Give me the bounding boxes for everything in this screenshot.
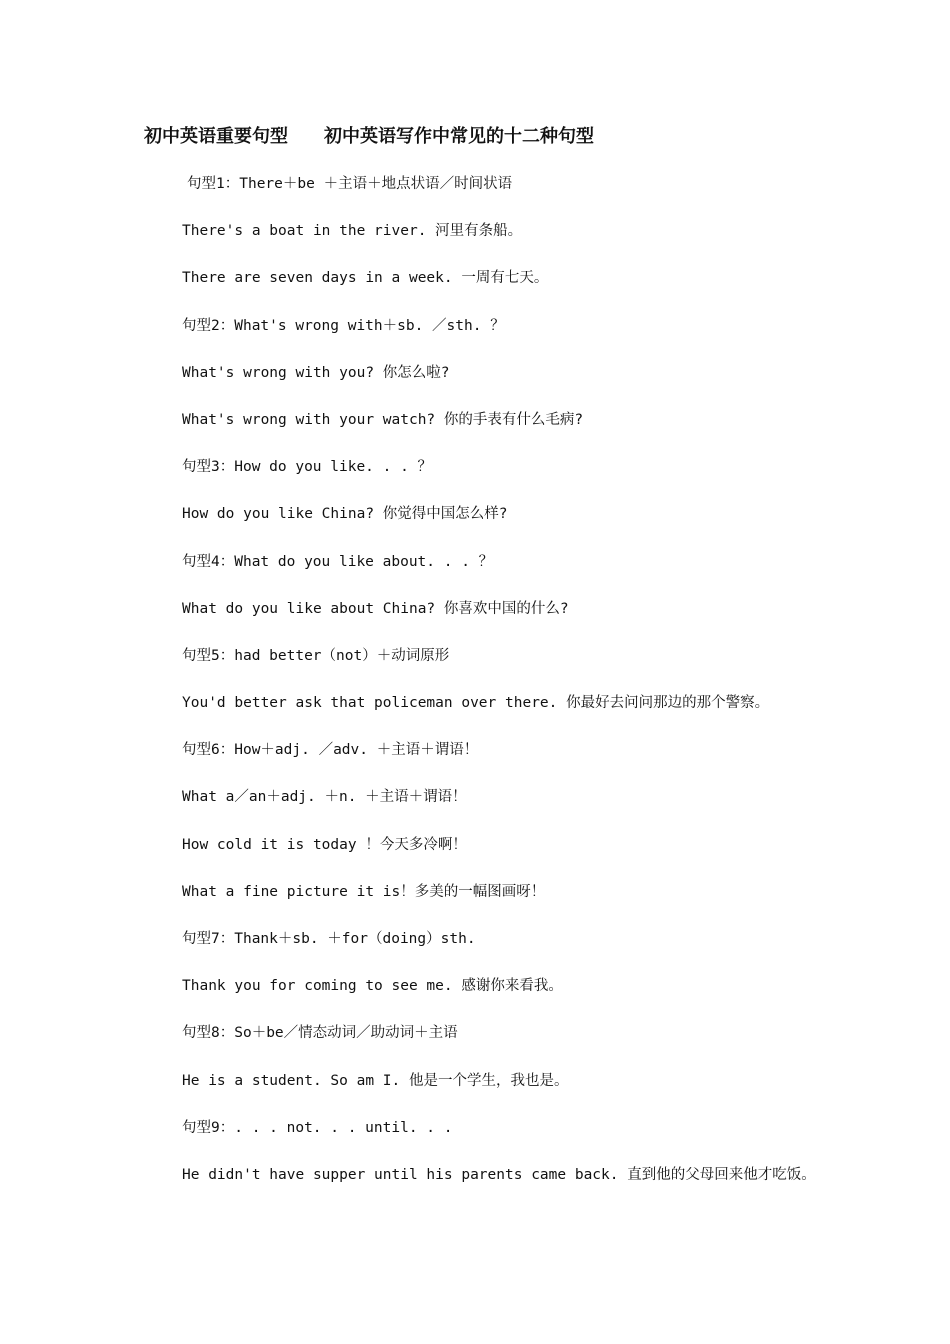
pattern-heading: What a／an＋adj. ＋n. ＋主语＋谓语！ (182, 789, 467, 806)
pattern-heading: 句型7：Thank＋sb. ＋for（doing）sth. (182, 931, 476, 947)
document-title: 初中英语重要句型 初中英语写作中常见的十二种句型 (144, 126, 594, 147)
pattern-heading: 句型3：How do you like. . . ？ (182, 459, 433, 476)
pattern-heading: 句型1：There＋be ＋主语＋地点状语／时间状语 (187, 176, 513, 192)
example-sentence: How do you like China? 你觉得中国怎么样? (182, 506, 508, 523)
pattern-heading: 句型5：had better（not）＋动词原形 (182, 647, 450, 664)
example-sentence: What do you like about China? 你喜欢中国的什么? (182, 600, 569, 617)
pattern-heading: 句型4：What do you like about. . . ？ (182, 553, 494, 570)
example-sentence: He is a student. So am I. 他是一个学生，我也是。 (182, 1072, 569, 1089)
example-sentence: You'd better ask that policeman over there. 你最好去问问那边的那个警察。 (182, 695, 770, 712)
example-sentence: Thank you for coming to see me. 感谢你来看我。 (182, 978, 563, 995)
document-body (182, 172, 922, 1210)
example-sentence: How cold it is today ！今天多冷啊！ (182, 836, 467, 853)
example-sentence: There's a boat in the river. 河里有条船。 (182, 223, 523, 240)
example-sentence: What a fine picture it is！多美的一幅图画呀！ (182, 883, 546, 900)
example-sentence: What's wrong with your watch? 你的手表有什么毛病? (182, 411, 584, 428)
pattern-heading: 句型2：What's wrong with＋sb. ／sth. ？ (182, 317, 505, 334)
example-sentence: There are seven days in a week. 一周有七天。 (182, 270, 549, 287)
example-sentence: He didn't have supper until his parents came back. 直到他的父母回来他才吃饭。 (182, 1166, 816, 1183)
pattern-heading: 句型6：How＋adj. ／adv. ＋主语＋谓语！ (182, 742, 479, 759)
pattern-heading: 句型8：So＋be／情态动词／助动词＋主语 (182, 1025, 458, 1042)
pattern-heading: 句型9：. . . not. . . until. . . (182, 1119, 453, 1136)
example-sentence: What's wrong with you? 你怎么啦? (182, 364, 450, 381)
